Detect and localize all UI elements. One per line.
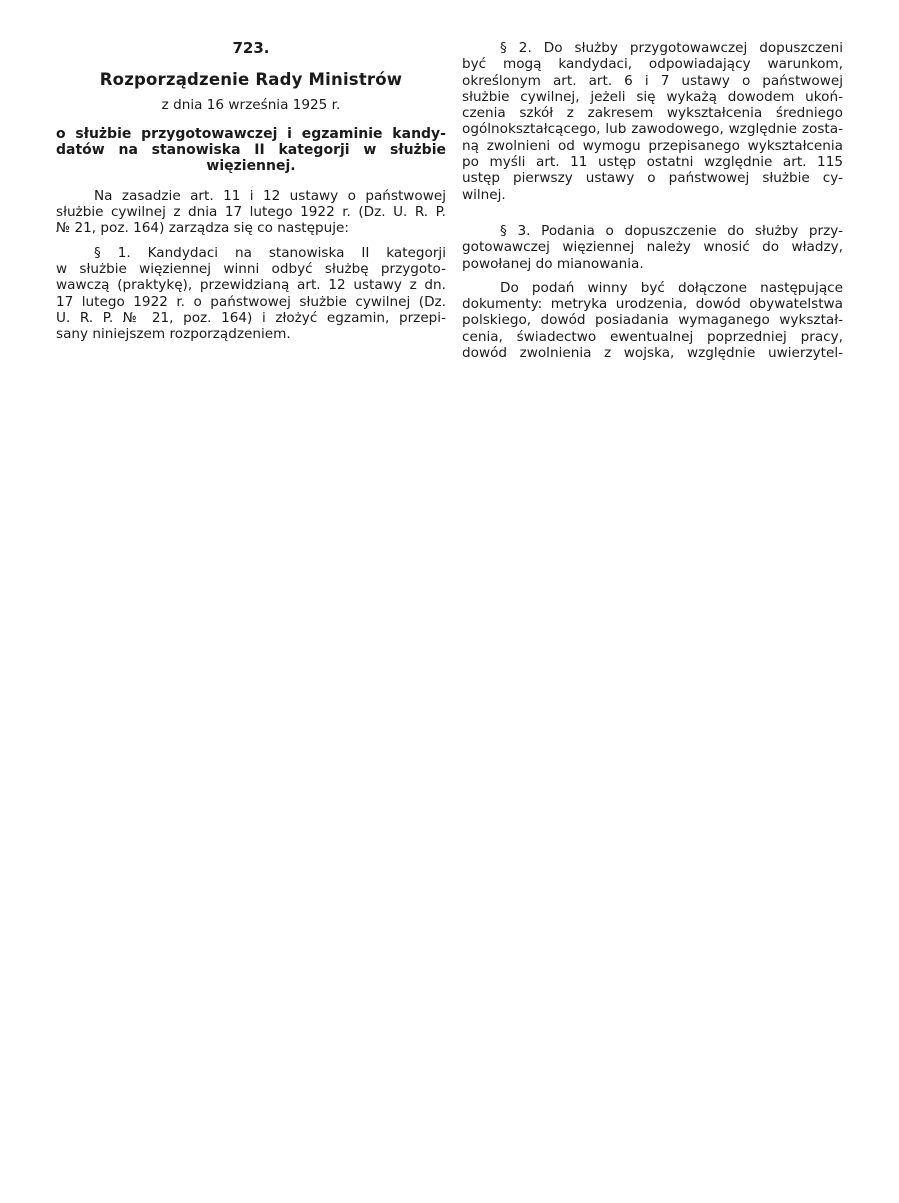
paragraph-line: 17 lutego 1922 r. o państwowej służbie cywilnej (Dz. <box>56 293 446 310</box>
paragraph-line: dowód zwolnienia z wojska, względnie uwierzytel- <box>462 345 843 362</box>
required-documents-paragraph <box>462 280 843 361</box>
paragraph-line: wawczą (praktykę), przewidzianą art. 12 ustawy z dn. <box>56 277 446 294</box>
section-2-paragraph <box>462 40 843 203</box>
intro-paragraph <box>56 188 446 237</box>
paragraph-line: ną zwolnieni od wymogu przepisanego wykształcenia <box>462 137 843 154</box>
paragraph-line: w służbie więziennej winni odbyć służbę przygoto- <box>56 261 446 278</box>
paragraph-line: ustęp pierwszy ustawy o państwowej służbie cy- <box>462 170 843 187</box>
paragraph-line: § 1. Kandydaci na stanowiska II kategorji <box>94 244 446 261</box>
paragraph-line: § 3. Podania o dopuszczenie do służby przy- <box>500 222 843 239</box>
paragraph-line: powołanej do mianowania. <box>462 255 644 272</box>
document-subject <box>56 126 446 174</box>
paragraph-line: dokumenty: metryka urodzenia, dowód obywatelstwa <box>462 296 843 313</box>
paragraph-line: § 2. Do służby przygotowawczej dopuszczeni <box>500 40 843 56</box>
paragraph-line: wilnej. <box>462 186 506 203</box>
subject-line: o służbie przygotowawczej i egzaminie kandy- <box>56 125 446 142</box>
right-column <box>462 40 843 361</box>
paragraph-line: czenia szkół z zakresem wykształcenia średniego <box>462 105 843 122</box>
act-number: 723. <box>232 39 270 57</box>
left-column <box>56 40 446 343</box>
paragraph-line: polskiego, dowód posiadania wymaganego wykształ- <box>462 312 843 329</box>
paragraph-line: sany niniejszem rozporządzeniem. <box>56 326 291 343</box>
paragraph-line: określonym art. art. 6 i 7 ustawy o państwowej <box>462 72 843 89</box>
paragraph-line: służbie cywilnej z dnia 17 lutego 1922 r. (Dz. U. R. P. <box>56 204 446 221</box>
subject-line: więziennej. <box>206 157 296 174</box>
paragraph-line: służbie cywilnej, jeżeli się wykażą dowodem ukoń- <box>462 88 843 105</box>
paragraph-line: № 21, poz. 164) zarządza się co następuje: <box>56 220 349 237</box>
paragraph-line: ogólnokształcącego, lub zawodowego, względnie zosta- <box>462 121 843 138</box>
paragraph-line: Do podań winny być dołączone następujące <box>500 279 843 296</box>
paragraph-line: być mogą kandydaci, odpowiadający warunkom, <box>462 56 843 73</box>
section-3-paragraph <box>462 223 843 272</box>
paragraph-line: Na zasadzie art. 11 i 12 ustawy o państwowej <box>94 187 446 204</box>
document-title: Rozporządzenie Rady Ministrów <box>99 70 403 90</box>
paragraph-line: cenia, świadectwo ewentualnej poprzedniej pracy, <box>462 328 843 345</box>
section-1-paragraph <box>56 245 446 343</box>
paragraph-line: gotowawczej więziennej należy wnosić do władzy, <box>462 239 843 256</box>
subject-line: datów na stanowiska II kategorji w służbie <box>56 141 446 158</box>
document-date: z dnia 16 września 1925 r. <box>161 96 341 113</box>
paragraph-line: U. R. P. № 21, poz. 164) i złożyć egzamin, przepi- <box>56 309 446 326</box>
paragraph-line: po myśli art. 11 ustęp ostatni względnie art. 115 <box>462 154 843 171</box>
